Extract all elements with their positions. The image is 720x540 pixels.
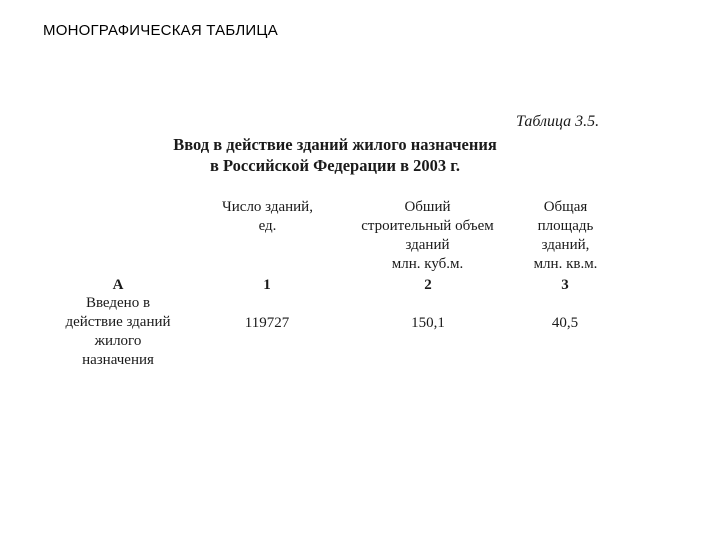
column-header-volume: Обший строительный объем зданий млн. куб.м. [361, 199, 494, 272]
stub-index: А [112, 277, 124, 293]
column-index-2: 2 [424, 277, 432, 293]
column-index-3: 3 [561, 277, 569, 293]
table-cell-area: 40,5 [551, 315, 579, 331]
column-index-1: 1 [263, 277, 271, 293]
column-header-area: Общая площадь зданий, млн. кв.м. [533, 199, 598, 272]
table-heading-line-1: Ввод в действие зданий жилого назначения [173, 135, 497, 154]
table-number: Таблица 3.5. [516, 113, 600, 130]
column-header-buildings: Число зданий, ед. [222, 199, 313, 234]
table-heading-line-2: в Российской Федерации в 2003 г. [209, 156, 461, 175]
row-label: Введено в действие зданий жилого назначения [65, 295, 171, 368]
slide-title: МОНОГРАФИЧЕСКАЯ ТАБЛИЦА [43, 22, 278, 39]
table-cell-volume: 150,1 [411, 315, 445, 331]
table-cell-buildings: 119727 [244, 315, 290, 331]
table-heading [130, 134, 540, 176]
